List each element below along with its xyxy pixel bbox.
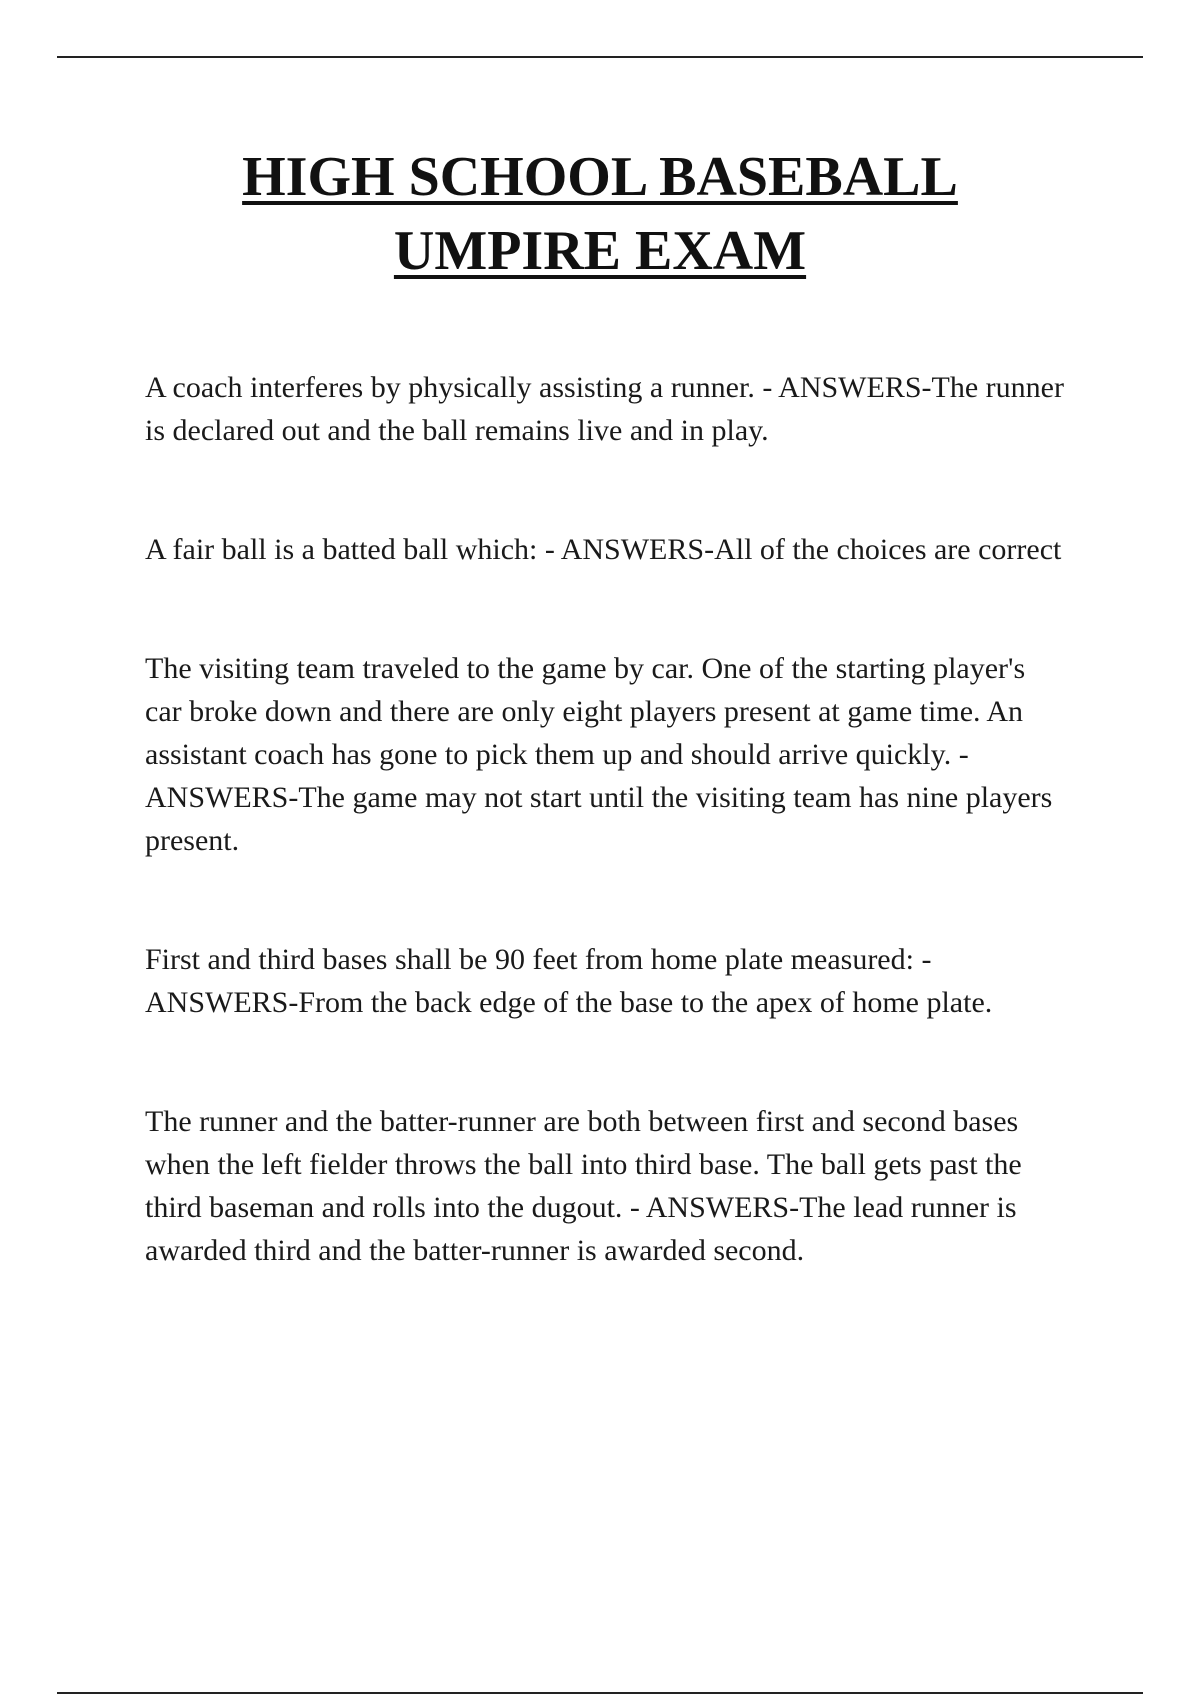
qa-item: The visiting team traveled to the game by car. One of the starting player's car broke down and there are only eight players present at game time. An assistant coach has gone to pick them up and should arrive quickly. - ANSWERS-The game may not start until the visiting team has nine players present. [145,652,1053,857]
bottom-divider [57,1692,1143,1694]
qa-item: The runner and the batter-runner are both between first and second bases when the left fielder throws the ball into third base. The ball gets past the third baseman and rolls into the dugout. - ANSWERS-The lead runner is awarded third and the batter-runner is awarded second. [145,1105,1022,1267]
title-line-1: HIGH SCHOOL BASEBALL [242,146,958,208]
qa-item: A coach interferes by physically assisting a runner. - ANSWERS-The runner is declared out and the ball remains live and in play. [145,371,1064,447]
question-answer-list [145,366,1065,1348]
top-divider [57,56,1143,58]
qa-item: First and third bases shall be 90 feet from home plate measured: - ANSWERS-From the back edge of the base to the apex of home plate. [145,943,993,1019]
document-title [0,140,1200,288]
qa-item: A fair ball is a batted ball which: - ANSWERS-All of the choices are correct [145,533,1062,566]
title-line-2: UMPIRE EXAM [393,220,807,282]
